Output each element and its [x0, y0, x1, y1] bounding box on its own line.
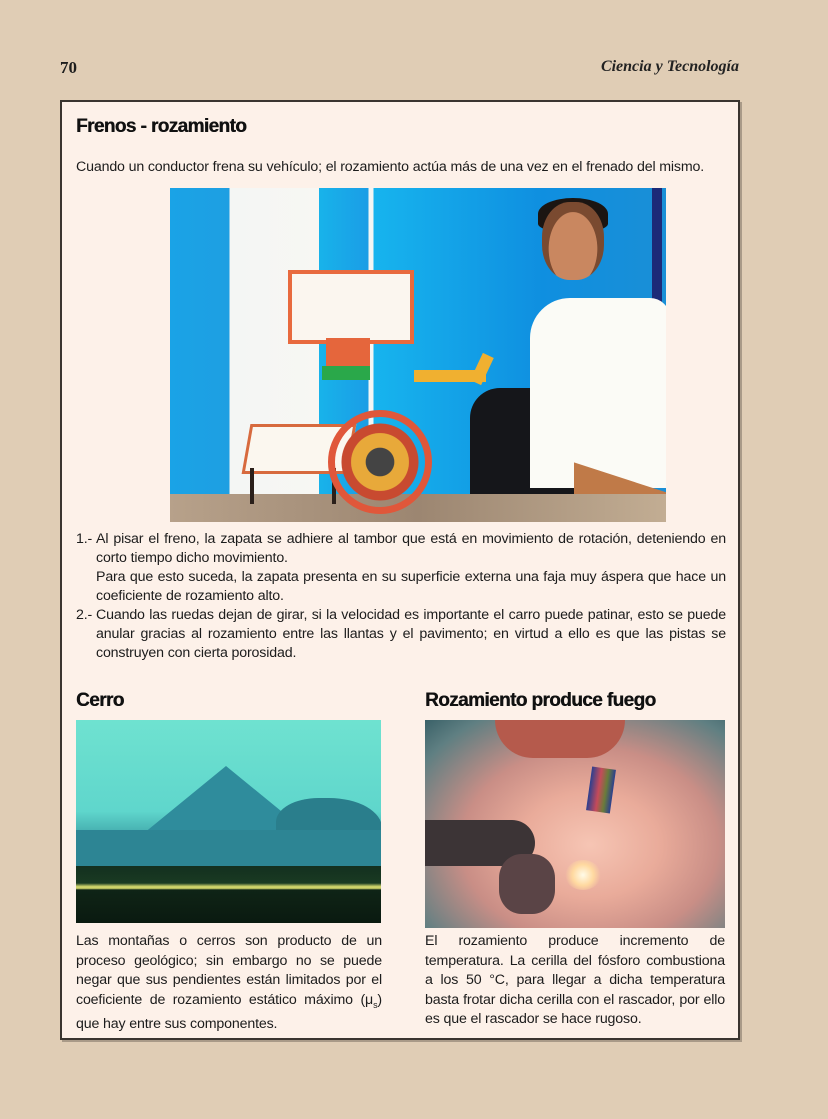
photo-detail	[288, 270, 414, 344]
photo-detail	[170, 494, 666, 522]
section-title-frenos: Frenos - rozamiento	[76, 116, 247, 137]
flame	[565, 860, 601, 890]
mountain-photo	[76, 720, 381, 923]
content-frame	[60, 100, 740, 1040]
mu-subscript: s	[373, 999, 378, 1010]
list-text: Cuando las ruedas dejan de girar, si la velocidad es importante el carro puede patinar, esto se puede anular gracias al rozamiento entre las llantas y el pavimento; en virtud a ello es que las pistas se construyen con cierta porosidad.	[96, 607, 726, 661]
photo-detail	[76, 830, 381, 870]
section-title-cerro: Cerro	[76, 690, 124, 711]
photo-detail	[470, 353, 494, 385]
list-number: 1.-	[76, 531, 93, 547]
photo-detail	[326, 338, 370, 366]
photo-detail	[322, 366, 370, 380]
list-item	[76, 606, 726, 663]
photo-detail	[76, 866, 381, 923]
cerro-caption	[76, 932, 382, 1035]
photo-detail	[530, 298, 666, 488]
caption-text: ) que hay entre sus componentes.	[76, 991, 382, 1033]
list-item-continuation	[76, 568, 726, 606]
fuego-caption: El rozamiento produce incremento de temperatura. La cerilla del fósforo combustiona a los 50 °C, para llegar a dicha temperatura basta frotar dicha cerilla con el rascador, por ello es que el rascador se hace rugoso.	[425, 933, 725, 1028]
brake-drum-wheel	[328, 410, 432, 514]
list-text: Al pisar el freno, la zapata se adhiere al tambor que está en movimiento de rotación, deteniendo en corto tiempo dicho movimiento.	[96, 531, 726, 566]
photo-detail	[495, 720, 625, 758]
matchbox	[586, 767, 616, 814]
page-number: 70	[60, 58, 77, 77]
list-item	[76, 530, 726, 568]
running-head: Ciencia y Tecnología	[600, 58, 739, 75]
photo-detail	[499, 854, 555, 914]
caption-text: Las montañas o cerros son producto de un proceso geológico; sin embargo no se puede negar que sus pendientes están limitados por el coeficiente de rozamiento estático máximo	[76, 933, 382, 1008]
photo-detail	[250, 468, 254, 504]
list-number: 2.-	[76, 607, 93, 623]
photo-detail	[542, 202, 604, 280]
frenos-list	[76, 530, 726, 663]
section-title-fuego: Rozamiento produce fuego	[425, 690, 656, 711]
mu-symbol: (μ	[360, 991, 374, 1008]
brakes-photo	[170, 188, 666, 522]
frenos-intro: Cuando un conductor frena su vehículo; el rozamiento actúa más de una vez en el frenado del mismo.	[76, 159, 705, 175]
match-fire-photo	[425, 720, 725, 928]
list-text: Para que esto suceda, la zapata presenta en su superficie externa una faja muy áspera que hace un coeficiente de rozamiento alto.	[96, 569, 726, 604]
